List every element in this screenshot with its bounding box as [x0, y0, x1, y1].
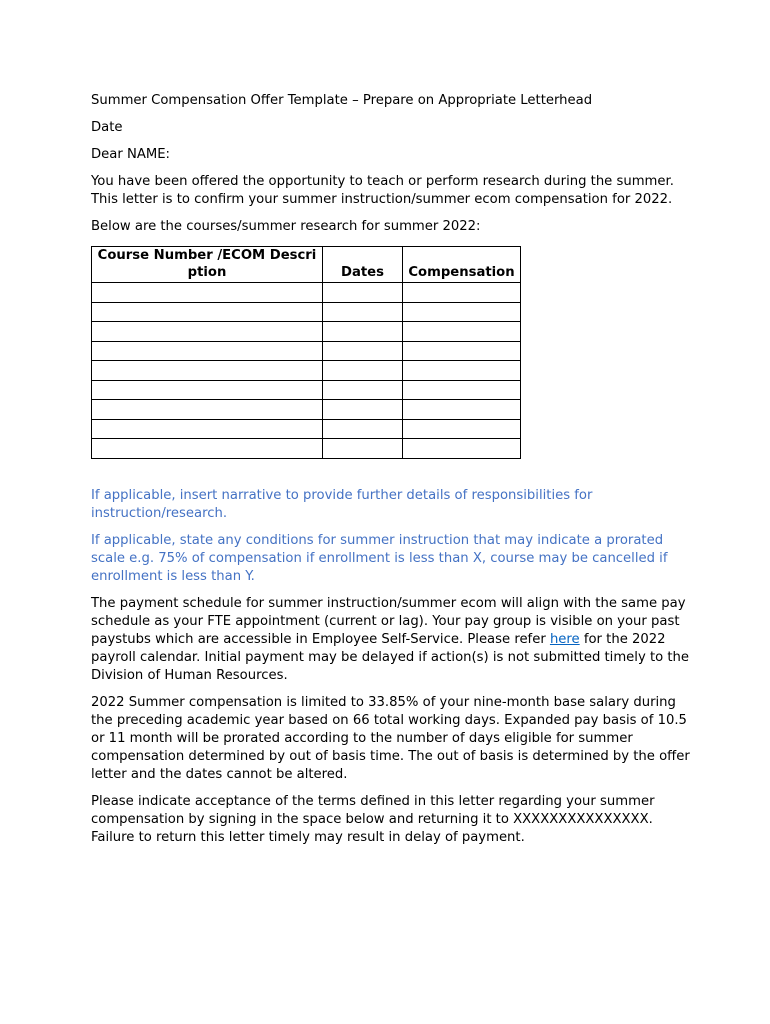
- conditions-note: If applicable, state any conditions for summer instruction that may indicate a prorated scale e.g. 75% of compensation if enrollment is less than X, course may be cancelled if enrollment is less than Y.: [91, 532, 668, 584]
- compensation-limit-paragraph: 2022 Summer compensation is limited to 33.85% of your nine-month base salary during the preceding academic year based on 66 total working days. Expanded pay basis of 10.5 or 11 month will be prorated according to the number of days eligible for summer compensation determined by out of basis time. The out of basis is determined by the offer letter and the dates cannot be altered.: [91, 694, 690, 782]
- courses-table: [91, 246, 521, 459]
- course-cell[interactable]: [92, 283, 323, 303]
- header-dates: Dates: [323, 247, 403, 283]
- letter-title: Summer Compensation Offer Template – Prepare on Appropriate Letterhead: [91, 93, 593, 108]
- table-row: [92, 361, 521, 381]
- compensation-cell[interactable]: [403, 341, 521, 361]
- course-cell[interactable]: [92, 439, 323, 459]
- payroll-calendar-link[interactable]: here: [549, 631, 580, 647]
- course-cell[interactable]: [92, 302, 323, 322]
- dates-cell[interactable]: [323, 439, 403, 459]
- payment-schedule-paragraph: [91, 595, 691, 685]
- table-row: [92, 283, 521, 303]
- table-header-row: [92, 247, 521, 283]
- course-cell[interactable]: [92, 322, 323, 342]
- course-cell[interactable]: [92, 400, 323, 420]
- compensation-cell[interactable]: [403, 419, 521, 439]
- compensation-cell[interactable]: [403, 400, 521, 420]
- compensation-cell[interactable]: [403, 361, 521, 381]
- letter-salutation: Dear NAME:: [91, 147, 171, 162]
- dates-cell[interactable]: [323, 302, 403, 322]
- dates-cell[interactable]: [323, 419, 403, 439]
- dates-cell[interactable]: [323, 283, 403, 303]
- table-row: [92, 341, 521, 361]
- narrative-note: If applicable, insert narrative to provide further details of responsibilities for instruction/research.: [91, 487, 593, 521]
- compensation-cell[interactable]: [403, 380, 521, 400]
- dates-cell[interactable]: [323, 400, 403, 420]
- header-compensation: Compensation: [403, 247, 521, 283]
- header-course-description: Course Number /ECOM Description: [92, 247, 323, 283]
- compensation-cell[interactable]: [403, 283, 521, 303]
- table-row: [92, 380, 521, 400]
- dates-cell[interactable]: [323, 322, 403, 342]
- acceptance-paragraph: Please indicate acceptance of the terms defined in this letter regarding your summer compensation by signing in the space below and returning it to XXXXXXXXXXXXXXX. Failure to return this letter timely may result in delay of payment.: [91, 793, 655, 845]
- table-row: [92, 439, 521, 459]
- course-cell[interactable]: [92, 341, 323, 361]
- payment-schedule-text: The payment schedule for summer instruction/summer ecom will align with the same pay schedule as your FTE appointment (current or lag). Your pay group is visible on your past paystubs which are accessible in Employee Self-Service. Please refer: [91, 595, 686, 647]
- table-row: [92, 302, 521, 322]
- course-cell[interactable]: [92, 380, 323, 400]
- course-cell[interactable]: [92, 361, 323, 381]
- course-cell[interactable]: [92, 419, 323, 439]
- table-body: [92, 283, 521, 459]
- compensation-cell[interactable]: [403, 322, 521, 342]
- table-row: [92, 400, 521, 420]
- dates-cell[interactable]: [323, 380, 403, 400]
- dates-cell[interactable]: [323, 361, 403, 381]
- table-row: [92, 322, 521, 342]
- payment-schedule-text-end: for the 2022 payroll calendar. Initial payment may be delayed if action(s) is not submitted timely to the Division of Human Resources.: [91, 631, 690, 683]
- courses-intro: Below are the courses/summer research for summer 2022:: [91, 219, 481, 234]
- dates-cell[interactable]: [323, 341, 403, 361]
- compensation-cell[interactable]: [403, 302, 521, 322]
- compensation-cell[interactable]: [403, 439, 521, 459]
- table-row: [92, 419, 521, 439]
- letter-intro: You have been offered the opportunity to teach or perform research during the summer. This letter is to confirm your summer instruction/summer ecom compensation for 2022.: [91, 174, 674, 207]
- letter-date: Date: [91, 120, 123, 135]
- letter-page: [91, 92, 691, 856]
